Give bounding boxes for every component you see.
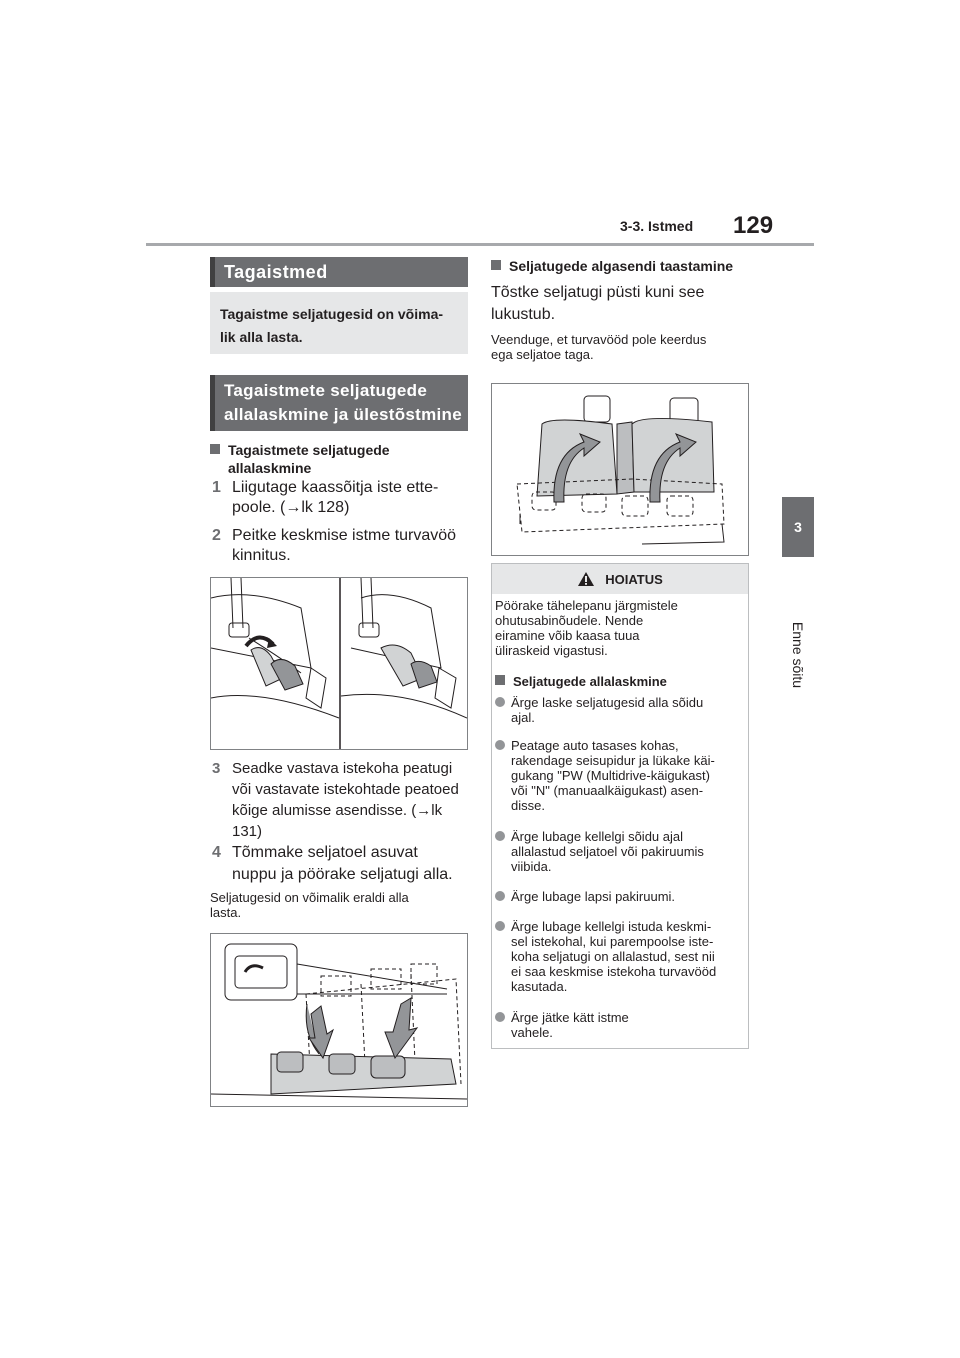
step-4 [212, 842, 470, 886]
restore-heading-text: Seljatugede algasendi taastamine [509, 258, 734, 274]
warning-title: HOIATUS [605, 571, 663, 587]
procedure-heading-line-2: allalaskmine [228, 460, 312, 476]
chapter-tab: 3 [782, 497, 814, 557]
subsection-heading-line-1: Tagaistmete seljatugede [224, 381, 428, 400]
step-3 [212, 758, 470, 842]
warning-bullet-4-line-1: Ärge lubage lapsi pakiruumi. [511, 889, 676, 904]
warning-header [492, 564, 748, 594]
step-3-line-3: kõige alumisse asendisse. (→lk [232, 802, 443, 819]
warning-bullet-5-line-3: koha seljatugi on allalastud, sest nii [511, 949, 715, 964]
warning-intro-line-4: üliraskeid vigastusi. [495, 643, 608, 658]
warning-intro-line-3: eiramine võib kaasa tuua [495, 628, 640, 643]
step-4-line-1: Tõmmake seljatoel asuvat [232, 844, 418, 861]
seatback-raise-illustration [492, 384, 748, 555]
step-1 [212, 478, 470, 518]
intro-box [210, 292, 468, 354]
step-3-number: 3 [212, 760, 221, 777]
warning-bullet-4 [495, 889, 743, 904]
step-1-line-2: poole. (→lk 128) [232, 499, 350, 516]
warning-bullet-2-line-1: Peatage auto tasases kohas, [511, 738, 679, 753]
warning-bullet-2 [495, 738, 743, 813]
seatback-fold-illustration [211, 934, 467, 1106]
bullet-dot-icon [495, 740, 505, 750]
square-bullet-icon [495, 675, 505, 685]
warning-bullet-5 [495, 919, 743, 994]
left-note-line-1: Seljatugesid on võimalik eraldi alla [210, 890, 409, 905]
warning-bullet-5-line-2: sel istekohal, kui parempoolse iste- [511, 934, 714, 949]
seatback-fold-figure [210, 933, 468, 1107]
warning-intro [495, 598, 743, 658]
warning-bullet-3 [495, 829, 743, 874]
restore-note-line-2: ega seljatoe taga. [491, 347, 594, 362]
restore-note-line-1: Veenduge, et turvavööd pole keerdus [491, 332, 707, 347]
bullet-dot-icon [495, 891, 505, 901]
step-3-line-2: või vastavate istekohtade peatoed [232, 781, 459, 798]
warning-bullet-6-line-1: Ärge jätke kätt istme [511, 1010, 629, 1025]
bullet-dot-icon [495, 831, 505, 841]
step-2 [212, 526, 470, 566]
bullet-dot-icon [495, 697, 505, 707]
section-heading: Tagaistmed [210, 257, 468, 287]
intro-line-2: lik alla lasta. [220, 329, 303, 345]
warning-bullet-5-line-1: Ärge lubage kellelgi istuda keskmi- [511, 919, 712, 934]
warning-bullet-3-line-2: allalastud seljatoel või pakiruumis [511, 844, 704, 859]
warning-bullet-5-line-5: kasutada. [511, 979, 568, 994]
bullet-dot-icon [495, 921, 505, 931]
seatbelt-buckle-illustration [211, 578, 467, 749]
procedure-heading-line-1: Tagaistmete seljatugede [228, 442, 390, 458]
restore-note [491, 332, 749, 362]
procedure-heading [210, 441, 468, 477]
warning-subheading [495, 674, 743, 689]
warning-bullet-3-line-3: viibida. [511, 859, 552, 874]
warning-bullet-3-line-1: Ärge lubage kellelgi sõidu ajal [511, 829, 684, 844]
restore-heading [491, 257, 749, 275]
subsection-heading-line-2: allalaskmine ja ülestõstmine [224, 405, 462, 424]
warning-bullet-5-line-4: ei saa keskmise istekoha turvavööd [511, 964, 717, 979]
warning-bullet-2-line-3: gukang "PW (Multidrive-käigukast) [511, 768, 710, 783]
seatback-raise-figure [491, 383, 749, 556]
seatbelt-buckle-figure [210, 577, 468, 750]
subsection-heading [210, 375, 468, 431]
square-bullet-icon [210, 444, 220, 454]
step-2-line-1: Peitke keskmise istme turvavöö [232, 527, 457, 544]
step-1-line-1: Liigutage kaassõitja iste ette- [232, 479, 439, 496]
section-title: 3-3. Istmed [620, 218, 694, 234]
warning-bullet-2-line-5: disse. [511, 798, 545, 813]
warning-triangle-icon [577, 571, 595, 587]
bullet-dot-icon [495, 1012, 505, 1022]
warning-bullet-1-line-2: ajal. [511, 710, 535, 725]
warning-subheading-text: Seljatugede allalaskmine [513, 674, 667, 689]
warning-bullet-1 [495, 695, 743, 725]
step-1-number: 1 [212, 479, 221, 496]
warning-bullet-1-line-1: Ärge laske seljatugesid alla sõidu [511, 695, 704, 710]
step-2-number: 2 [212, 527, 221, 544]
intro-line-1: Tagaistme seljatugesid on võima- [220, 306, 444, 322]
step-3-line-4: 131) [232, 823, 263, 840]
left-note-line-2: lasta. [210, 905, 242, 920]
restore-text-line-2: lukustub. [491, 306, 556, 323]
step-2-line-2: kinnitus. [232, 547, 291, 564]
warning-intro-line-1: Pöörake tähelepanu järgmistele [495, 598, 678, 613]
left-note [210, 890, 468, 920]
warning-intro-line-2: ohutusabinõudele. Nende [495, 613, 644, 628]
warning-bullet-6 [495, 1010, 743, 1040]
chapter-label-text: Enne sõitu [790, 621, 806, 689]
square-bullet-icon [491, 260, 501, 270]
chapter-label [776, 600, 820, 710]
step-4-number: 4 [212, 844, 221, 861]
step-4-line-2: nuppu ja pöörake seljatugi alla. [232, 866, 453, 883]
header-rule [146, 243, 814, 246]
page-number: 129 [733, 212, 774, 239]
warning-bullet-2-line-2: rakendage seisupidur ja lükake käi- [511, 753, 715, 768]
warning-bullet-6-line-2: vahele. [511, 1025, 553, 1040]
restore-text-line-1: Tõstke seljatugi püsti kuni see [491, 284, 705, 301]
restore-text [491, 282, 749, 326]
warning-bullet-2-line-4: või "N" (manuaalkäigukast) asen- [511, 783, 704, 798]
step-3-line-1: Seadke vastava istekoha peatugi [232, 760, 453, 777]
